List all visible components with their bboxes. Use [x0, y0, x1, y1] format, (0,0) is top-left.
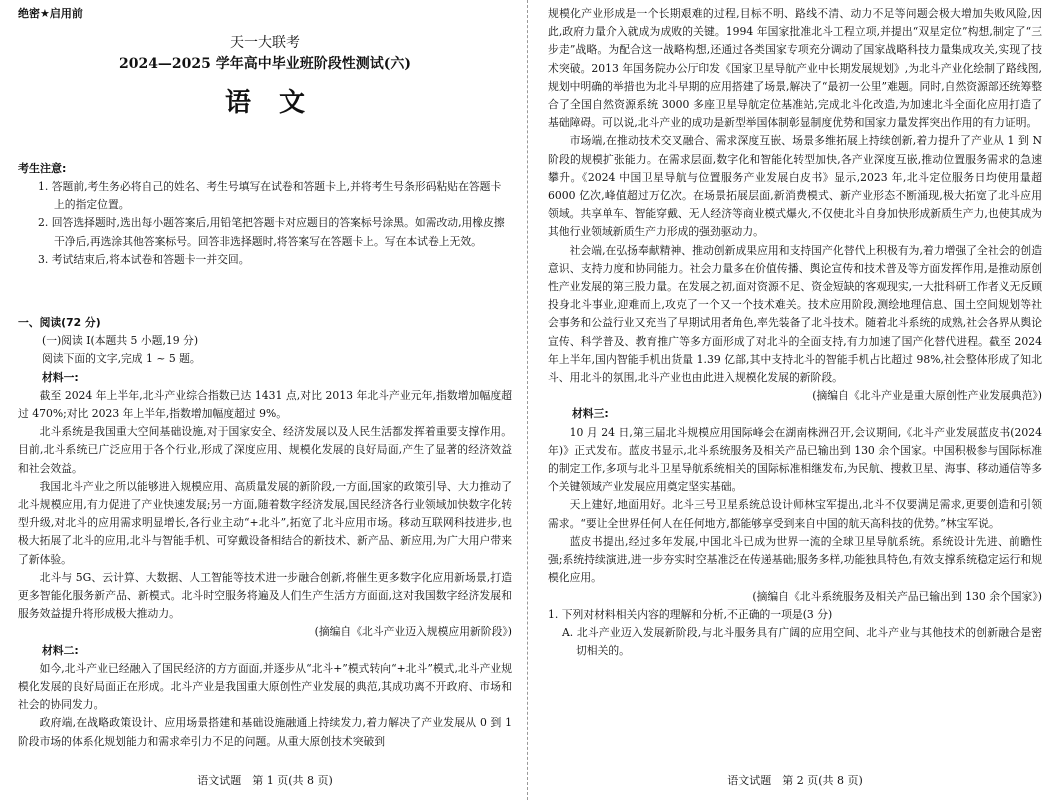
notice-item: 2. 回答选择题时,选出每小题答案后,用铅笔把答题卡对应题目的答案标号涂黑。如需改动,用橡皮擦干净后,再选涂其他答案标号。回答非选择题时,将答案写在答题卡上。写在本试卷上无效。 — [38, 216, 505, 248]
material-3-paragraph: 10 月 24 日,第三届北斗规模应用国际峰会在湖南株洲召开,会议期间,《北斗产业发展蓝皮书(2024 年)》正式发布。蓝皮书显示,北斗系统服务及相关产品已输出到 130 余个国家。中国积极参与国际标准的制定工作,多项与北斗卫星导航系统相关的国际标准相继发布,为民航、搜救卫星、海事、移动通信等多个关键领域产业发展应用奠定坚实基础。 — [548, 425, 1042, 494]
material-3-paragraph: 蓝皮书提出,经过多年发展,中国北斗已成为世界一流的全球卫星导航系统。系统设计先进、前瞻性强;系统持续演进,进一步夯实时空基准泛在传递基础;服务多样,功能独具特色,有效支撑系统稳定运行和规模化应用。 — [548, 534, 1042, 585]
subsection-heading: (一)阅读 Ⅰ(本题共 5 小题,19 分) — [42, 334, 199, 348]
page-2 — [548, 0, 1042, 800]
reading-section — [18, 314, 512, 751]
material-2-paragraph: 如今,北斗产业已经融入了国民经济的方方面面,并逐步从“北斗+”模式转向“+北斗”模式,北斗产业规模化发展的良好局面正在形成。北斗产业是我国重大原创性产业发展的典范,其成功离不开政府、市场和社会的协同发力。 — [18, 661, 512, 712]
notice-heading: 考生注意: — [18, 162, 67, 175]
page-footer: 语文试题 第 2 页(共 8 页) — [727, 774, 863, 787]
material-3-title: 材料三: — [572, 407, 609, 421]
notice-item: 3. 考试结束后,将本试卷和答题卡一并交回。 — [38, 252, 250, 266]
exam-title: 2024—2025 学年高中毕业班阶段性测试(六) — [118, 56, 412, 72]
confidential-label: 绝密★启用前 — [18, 7, 83, 20]
material-3-source: (摘编自《北斗系统服务及相关产品已输出到 130 余个国家》) — [752, 589, 1042, 603]
material-1-paragraph: 我国北斗产业之所以能够进入规模应用、高质量发展的新阶段,一方面,国家的政策引导、大力推动了北斗规模应用,有力促进了产业快速发展;另一方面,随着数字经济发展,国民经济各行业领域加快数字化转型升级,对北斗的应用需求明显增长,各行业主动“+北斗”,拓宽了北斗应用市场。移动互联网科技进步,也极大拓展了北斗的应用,北斗与智能手机、可穿戴设备相结合的新技术、新产品、新应用,为广大用户带来了新体验。 — [18, 479, 512, 566]
material-1-source: (摘编自《北斗产业迈入规模应用新阶段》) — [314, 625, 512, 639]
material-1-title: 材料一: — [42, 370, 79, 384]
material-1-paragraph: 截至 2024 年上半年,北斗产业综合指数已达 1431 点,对比 2013 年北斗产业元年,指数增加幅度超过 470%;对比 2023 年上半年,指数增加幅度超过 9%。 — [18, 388, 512, 421]
material-2-paragraph: 政府端,在战略政策设计、应用场景搭建和基础设施融通上持续发力,着力解决了产业发展从 0 到 1 阶段市场的体系化规划能力和需求牵引力不足的问题。从重大原创技术突破到 — [18, 716, 512, 748]
material-2-source: (摘编自《北斗产业是重大原创性产业发展典范》) — [812, 389, 1042, 403]
page-2-body — [548, 5, 1042, 660]
reading-instruction: 阅读下面的文字,完成 1 ~ 5 题。 — [42, 352, 201, 366]
material-2-paragraph: 市场端,在推动技术交叉融合、需求深度互嵌、场景多维拓展上持续创新,着力提升了产业从 1 到 N 阶段的规模扩张能力。在需求层面,数字化和智能化转型加快,各产业深度互嵌,推动位置服务需求的急速攀升。《2024 中国卫星导航与位置服务产业发展白皮书》显示,2023 年,北斗定位服务日均使用量超 6000 亿次,峰值超过万亿次。在场景拓展层面,新消费模式、新产业形态不断涌现,极大拓宽了北斗应用领域。共享单车、智能穿戴、无人经济等商业模式爆火,不仅使北斗自身加快形成新质生产力,也使其成为其他行业领域新质生产力形成的强劲驱动力。 — [548, 134, 1042, 239]
question-1-option-a: A. 北斗产业迈入发展新阶段,与北斗服务具有广阔的应用空间、北斗产业与其他技术的创新融合是密切相关的。 — [562, 625, 1042, 658]
subject-title: 语文 — [224, 88, 333, 118]
question-1: 1. 下列对材料相关内容的理解和分析,不正确的一项是(3 分) — [548, 607, 833, 621]
notice-item: 1. 答题前,考生务必将自己的姓名、考生号填写在试卷和答题卡上,并将考生号条形码粘贴在答题卡上的指定位置。 — [38, 180, 502, 212]
material-2-paragraph: 规模化产业形成是一个长期艰难的过程,目标不明、路线不清、动力不足等问题会极大增加失败风险,因此,政府力量介入就成为成败的关键。1994 年国家批准北斗工程立项,并提出“双星定位”构想,制定了“三步走”战略。为配合这一战略构想,还通过各类国家专项充分调动了国家战略科技力量集成攻关,实现了技术突破。2013 年国务院办公厅印发《国家卫星导航产业中长期发展规划》,为北斗产业化绘制了路线图,规划中明确的举措也为北斗早期的应用搭建了场景,解决了“最初一公里”难题。同时,自然资源部还统筹整合了全国自然资源系统 3000 多座卫星导航定位基准站,完成北斗化改造,为加速北斗全面化应用打造了基础障碍。可以说,北斗产业的成功是新型举国体制彰显制度优势和国家力量发挥突出作用的有力证明。 — [548, 7, 1042, 130]
material-2-title: 材料二: — [42, 643, 79, 657]
section-heading: 一、阅读(72 分) — [18, 316, 101, 329]
exam-organizer: 天一大联考 — [230, 35, 300, 51]
page-1 — [18, 0, 512, 800]
notice-list — [18, 178, 512, 269]
material-3-paragraph: 天上建好,地面用好。北斗三号卫星系统总设计师林宝军提出,北斗不仅要满足需求,更要创造和引领需求。“要让全世界任何人在任何地方,都能够享受到来自中国的航天高科技的优势。”林宝军说。 — [548, 498, 1042, 530]
material-1-paragraph: 北斗系统是我国重大空间基础设施,对于国家安全、经济发展以及人民生活都发挥着重要支撑作用。目前,北斗系统已广泛应用于各个行业,形成了深度应用、规模化发展的良好局面,产生了显著的经济效益和社会效益。 — [18, 425, 512, 475]
page-footer: 语文试题 第 1 页(共 8 页) — [197, 774, 333, 787]
page-divider — [527, 0, 528, 800]
material-2-paragraph: 社会端,在弘扬奉献精神、推动创新成果应用和支持国产化替代上积极有为,着力增强了全社会的创造意识、支持力度和协同能力。社会力量多在价值传播、舆论宣传和技术普及等方面发挥作用,是推动原创性产业发展的第三股力量。在发展之初,面对资源不足、资金短缺的客观现实,一大批科研工作者义无反顾投身北斗事业,迎难而上,攻克了一个又一个技术难关。技术应用阶段,测绘地理信息、国土空间规划等社会事务和公益行业又充当了早期试用者角色,率先装备了北斗技术。随着北斗系统的成熟,社会各界从舆论宣传、科学普及、教育推广等多方面形成了对北斗的全面支持,有力加速了国产化替代进程。截至 2024 年上半年,国内智能手机出货量 1.39 亿部,其中支持北斗的智能手机占比超过 98%,社会整体形成了知北斗、用北斗的氛围,北斗产业也由此进入规模化发展的新阶段。 — [548, 243, 1042, 385]
material-1-paragraph: 北斗与 5G、云计算、大数据、人工智能等技术进一步融合创新,将催生更多数字化应用新场景,打造更多智能化服务新产品、新模式。北斗时空服务将遍及人们生产生活方方面面,这对我国数字经济发展和服务效益提升将形成极大推动力。 — [18, 570, 512, 621]
